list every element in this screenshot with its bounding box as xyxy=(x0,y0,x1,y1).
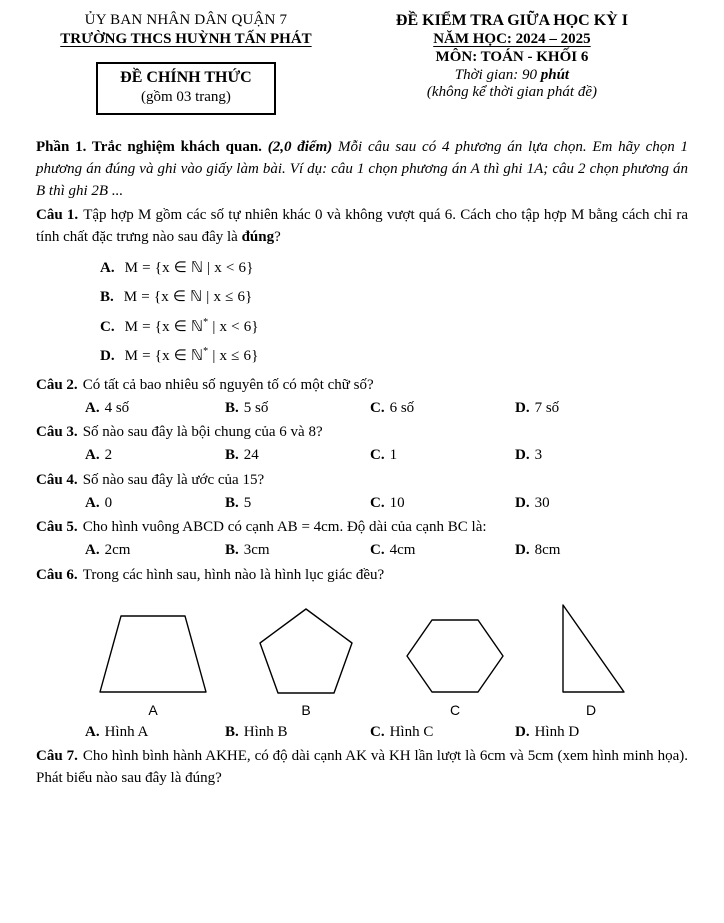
subject-grade: MÔN: TOÁN - KHỐI 6 xyxy=(435,49,589,65)
option-a: A. 2cm xyxy=(85,542,131,558)
option-b: B. Hình B xyxy=(225,723,288,740)
option-b: B. 24 xyxy=(225,447,259,463)
figure-shape-b xyxy=(256,605,356,718)
option-b: B. 5 số xyxy=(225,399,269,416)
header-right xyxy=(336,12,688,115)
question-3-label: Câu 3. xyxy=(36,424,78,441)
question-5-options xyxy=(85,540,688,562)
duration-note: (không kể thời gian phát đề) xyxy=(426,84,597,100)
pentagon-icon xyxy=(256,605,356,697)
figure-label-a: A xyxy=(148,701,158,718)
exam-title: ĐỀ KIỂM TRA GIỮA HỌC KỲ I xyxy=(395,12,628,29)
option-b: B. 5 xyxy=(225,494,252,511)
option-d: D. 30 xyxy=(515,494,550,511)
question-5-label: Câu 5. xyxy=(36,519,78,536)
figure-label-c: C xyxy=(449,701,461,718)
question-7-label: Câu 7. xyxy=(36,748,78,765)
figure-shape-c xyxy=(400,615,510,718)
option-d: D. 3 xyxy=(515,447,543,463)
right-triangle-icon xyxy=(554,601,628,697)
exam-content xyxy=(36,137,688,790)
header-left xyxy=(36,12,336,115)
duration-line: Thời gian: 90 phút xyxy=(454,67,570,83)
question-6-figure xyxy=(94,601,688,718)
set-expression: M = {x ∈ ℕ* | x < 6} xyxy=(124,316,259,335)
question-1-option-b: B. M = {x ∈ ℕ | x ≤ 6} xyxy=(100,289,253,306)
option-c: C. Hình C xyxy=(370,723,434,740)
question-1: Câu 1. Tập hợp M gồm các số tự nhiên khác 0 và không vượt quá 6. Cách cho tập hợp M bằng cách chỉ ra tính chất đặc trưng nào sau đây là đúng? xyxy=(36,207,688,245)
option-c: C. 4cm xyxy=(370,542,416,558)
question-4-label: Câu 4. xyxy=(36,471,78,488)
question-6-label: Câu 6. xyxy=(36,566,78,583)
figure-shape-d xyxy=(554,601,628,718)
figure-label-b: B xyxy=(301,701,311,718)
set-expression: M = {x ∈ ℕ | x < 6} xyxy=(124,259,254,276)
option-c: C. 1 xyxy=(370,447,398,463)
official-exam-box xyxy=(96,62,276,115)
question-1-option-d: D. M = {x ∈ ℕ* | x ≤ 6} xyxy=(100,346,259,365)
question-2: Câu 2. Có tất cả bao nhiêu số nguyên tố có một chữ số? xyxy=(36,376,374,393)
exam-header xyxy=(36,12,688,115)
question-3-options xyxy=(85,445,688,467)
option-c: C. 10 xyxy=(370,494,405,511)
school-year: NĂM HỌC: 2024 – 2025 xyxy=(433,31,591,47)
option-c: C. 6 số xyxy=(370,399,415,416)
question-4: Câu 4. Số nào sau đây là ước của 15? xyxy=(36,471,265,488)
school-name: TRƯỜNG THCS HUỲNH TẤN PHÁT xyxy=(60,31,312,47)
question-7: Câu 7. Cho hình bình hành AKHE, có độ dài cạnh AK và KH lần lượt là 6cm và 5cm (xem hình minh họa). Phát biểu nào sau đây là đúng? xyxy=(36,748,688,786)
set-expression: M = {x ∈ ℕ* | x ≤ 6} xyxy=(124,346,259,365)
option-b: B. 3cm xyxy=(225,542,270,558)
question-2-label: Câu 2. xyxy=(36,376,78,393)
question-2-options xyxy=(85,398,688,420)
question-4-options xyxy=(85,493,688,515)
option-a: A. 2 xyxy=(85,447,113,463)
trapezoid-icon xyxy=(94,611,212,697)
option-d: D. 7 số xyxy=(515,399,560,416)
option-d: D. Hình D xyxy=(515,723,580,740)
page-count-note: (gồm 03 trang) xyxy=(140,89,231,105)
question-6: Câu 6. Trong các hình sau, hình nào là hình lục giác đều? xyxy=(36,566,385,583)
option-d: D. 8cm xyxy=(515,542,561,558)
figure-label-d: D xyxy=(585,701,597,718)
question-6-options xyxy=(85,722,688,744)
option-a: A. 4 số xyxy=(85,399,130,416)
figure-shape-a xyxy=(94,611,212,718)
option-a: A. 0 xyxy=(85,494,113,511)
issuing-authority: ỦY BAN NHÂN DÂN QUẬN 7 xyxy=(84,12,288,28)
question-1-option-a: A. M = {x ∈ ℕ | x < 6} xyxy=(100,259,254,276)
question-1-label: Câu 1. xyxy=(36,207,79,224)
option-a: A. Hình A xyxy=(85,723,149,740)
question-5: Câu 5. Cho hình vuông ABCD có cạnh AB = 4cm. Độ dài của cạnh BC là: xyxy=(36,519,487,536)
official-exam-label: ĐỀ CHÍNH THỨC xyxy=(120,69,252,86)
question-3: Câu 3. Số nào sau đây là bội chung của 6 và 8? xyxy=(36,424,323,441)
set-expression: M = {x ∈ ℕ | x ≤ 6} xyxy=(123,289,253,306)
hexagon-icon xyxy=(400,615,510,697)
question-1-option-c: C. M = {x ∈ ℕ* | x < 6} xyxy=(100,316,259,335)
part1-heading: Phần 1. Trắc nghiệm khách quan. (2,0 điểm) Mỗi câu sau có 4 phương án lựa chọn. Em hãy chọn 1 phương án đúng và ghi vào giấy làm bài. Ví dụ: câu 1 chọn phương án A thì ghi 1A; câu 2 chọn phương án B thì ghi 2B ... xyxy=(36,139,689,199)
